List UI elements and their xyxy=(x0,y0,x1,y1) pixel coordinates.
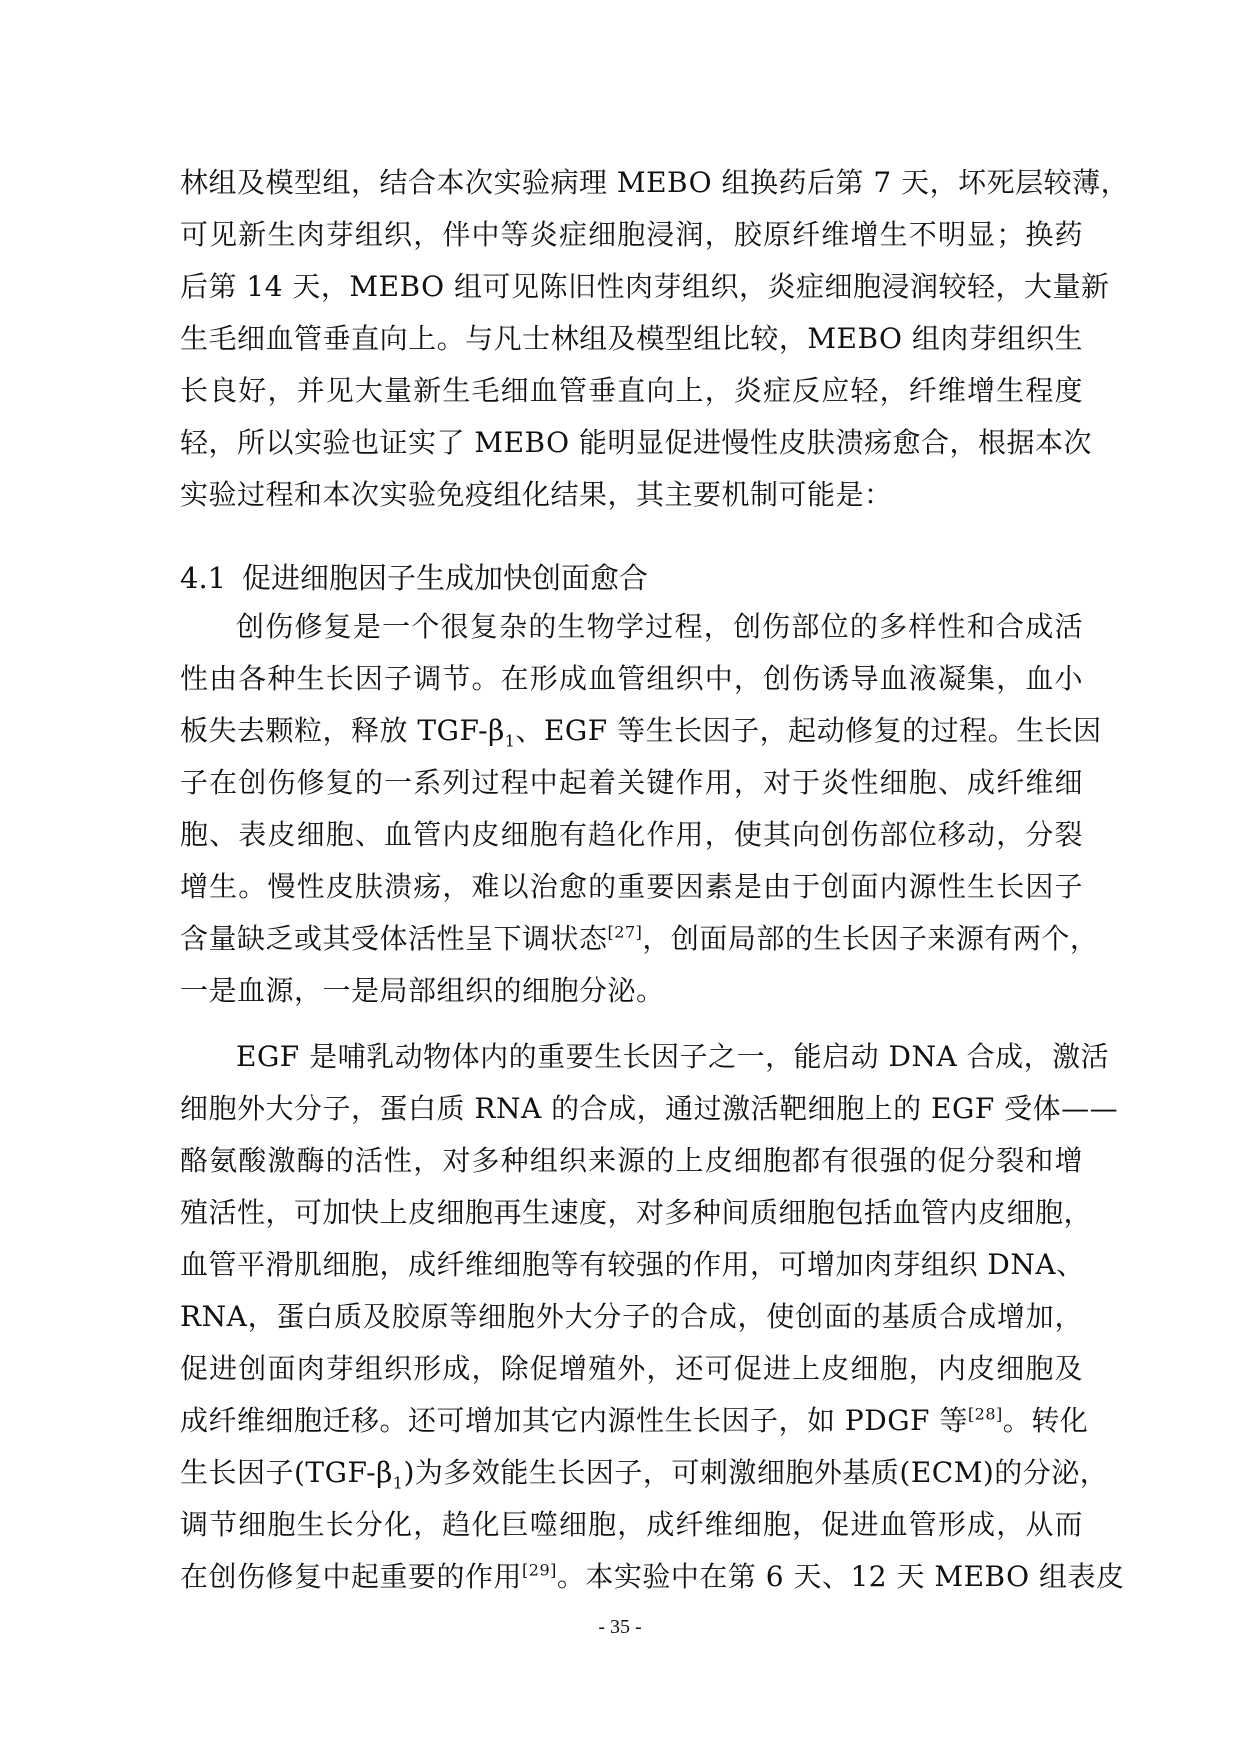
section-heading xyxy=(180,553,648,603)
paragraph-2-line-4: 子在创伤修复的一系列过程中起着关键作用，对于炎性细胞、成纤维细 xyxy=(180,766,1083,799)
paragraph-3-line-10: 调节细胞生长分化，趋化巨噬细胞，成纤维细胞，促进血管形成，从而 xyxy=(180,1508,1083,1541)
paragraph-3-line-3: 酪氨酸激酶的活性，对多种组织来源的上皮细胞都有很强的促分裂和增 xyxy=(180,1144,1083,1177)
paragraph-2-line-3 xyxy=(180,706,1102,756)
page-number: - 35 - xyxy=(598,1616,642,1638)
paragraph-3-line-9 xyxy=(180,1448,1109,1498)
paragraph-2-line-6: 增生。慢性皮肤溃疡，难以治愈的重要因素是由于创面内源性生长因子 xyxy=(180,870,1083,903)
text-segment: 。本实验中在第 6 天、12 天 MEBO 组表皮 xyxy=(556,1560,1125,1593)
paragraph-2-line-7 xyxy=(180,914,1099,964)
paragraph-2-line-8: 一是血源，一是局部组织的细胞分泌。 xyxy=(180,974,665,1007)
text-segment: 在创伤修复中起重要的作用 xyxy=(180,1560,523,1593)
subscript: 1 xyxy=(504,731,516,751)
paragraph-3-line-4: 殖活性，可加快上皮细胞再生速度，对多种间质细胞包括血管内皮细胞， xyxy=(180,1196,1093,1229)
paragraph-3-line-8 xyxy=(180,1396,1089,1446)
text-segment: ，创面局部的生长因子来源有两个， xyxy=(642,922,1099,955)
paragraph-2-line-1: 创伤修复是一个很复杂的生物学过程，创伤部位的多样性和合成活 xyxy=(236,610,1083,643)
paragraph-1-line-1: 林组及模型组，结合本次实验病理 MEBO 组换药后第 7 天，坏死层较薄， xyxy=(180,166,1130,199)
text-segment: 。转化 xyxy=(1002,1404,1089,1437)
subscript: 1 xyxy=(392,1473,404,1493)
citation-reference: [29] xyxy=(522,1560,557,1580)
paragraph-3-line-5: 血管平滑肌细胞，成纤维细胞等有较强的作用，可增加肉芽组织 DNA、 xyxy=(180,1248,1085,1281)
paragraph-3-line-6: RNA，蛋白质及胶原等细胞外大分子的合成，使创面的基质合成增加， xyxy=(180,1300,1083,1333)
citation-reference: [28] xyxy=(967,1404,1003,1424)
paragraph-1-line-5: 长良好，并见大量新生毛细血管垂直向上，炎症反应轻，纤维增生程度 xyxy=(180,374,1083,407)
text-segment: 、EGF 等生长因子，起动修复的过程。生长因 xyxy=(515,714,1102,747)
section-number: 4.1 xyxy=(180,561,227,595)
paragraph-2-line-2: 性由各种生长因子调节。在形成血管组织中，创伤诱导血液凝集，血小 xyxy=(180,662,1083,695)
paragraph-2-line-5: 胞、表皮细胞、血管内皮细胞有趋化作用，使其向创伤部位移动，分裂 xyxy=(180,818,1083,851)
paragraph-3-line-7: 促进创面肉芽组织形成，除促增殖外，还可促进上皮细胞，内皮细胞及 xyxy=(180,1352,1083,1385)
paragraph-1-line-4: 生毛细血管垂直向上。与凡士林组及模型组比较，MEBO 组肉芽组织生 xyxy=(180,322,1083,355)
paragraph-1-line-7: 实验过程和本次实验免疫组化结果，其主要机制可能是： xyxy=(180,478,893,511)
paragraph-1-line-2: 可见新生肉芽组织，伴中等炎症细胞浸润，胶原纤维增生不明显；换药 xyxy=(180,218,1083,251)
paragraph-1-line-6: 轻，所以实验也证实了 MEBO 能明显促进慢性皮肤溃疡愈合，根据本次 xyxy=(180,426,1092,459)
paragraph-3-line-1: EGF 是哺乳动物体内的重要生长因子之一，能启动 DNA 合成，激活 xyxy=(236,1040,1110,1073)
citation-reference: [27] xyxy=(607,922,643,942)
section-title: 促进细胞因子生成加快创面愈合 xyxy=(242,561,649,595)
text-segment: 含量缺乏或其受体活性呈下调状态 xyxy=(180,922,608,955)
paragraph-1-line-3: 后第 14 天，MEBO 组可见陈旧性肉芽组织，炎症细胞浸润较轻，大量新 xyxy=(180,270,1110,303)
paragraph-3-line-11 xyxy=(180,1552,1125,1602)
text-segment: 生长因子(TGF-β xyxy=(180,1456,393,1489)
text-segment: 成纤维细胞迁移。还可增加其它内源性生长因子，如 PDGF 等 xyxy=(180,1404,968,1437)
paragraph-3-line-2: 细胞外大分子，蛋白质 RNA 的合成，通过激活靶细胞上的 EGF 受体—— xyxy=(180,1092,1119,1125)
text-segment: 板失去颗粒，释放 TGF-β xyxy=(180,714,505,747)
text-segment: )为多效能生长因子，可刺激细胞外基质(ECM)的分泌， xyxy=(403,1456,1109,1489)
